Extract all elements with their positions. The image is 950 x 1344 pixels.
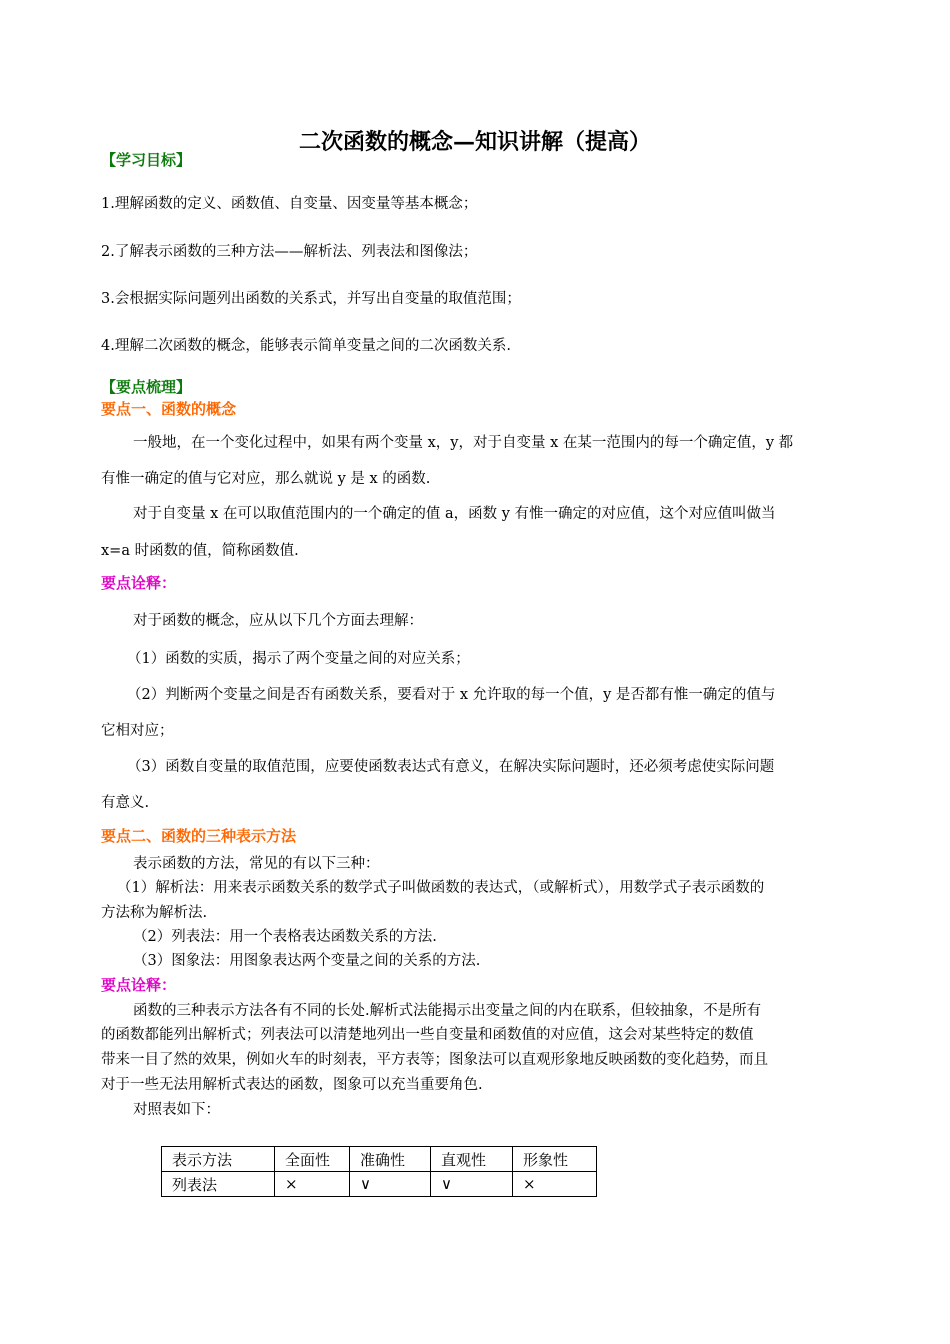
table-header-cell: 全面性 [275, 1147, 350, 1172]
page-title: 二次函数的概念—知识讲解（提高） [298, 129, 651, 155]
table-cell: × [275, 1172, 350, 1197]
point1-note-line-6: 有意义. [101, 795, 150, 811]
point2-line-3: 方法称为解析法. [101, 905, 208, 921]
table-intro: 对照表如下： [133, 1102, 220, 1118]
point1-line-2: 有惟一确定的值与它对应，那么就说 y 是 x 的函数. [101, 471, 431, 487]
point2-note-line-3: 带来一目了然的效果，例如火车的时刻表，平方表等；图象法可以直观形象地反映函数的变化趋势，而且 [101, 1052, 768, 1068]
point1-note-line-2: （1）函数的实质，揭示了两个变量之间的对应关系； [127, 651, 470, 667]
goal-item-2: 2.了解表示函数的三种方法——解析法、列表法和图像法； [101, 244, 478, 260]
table-header-cell: 直观性 [431, 1147, 513, 1172]
point1-line-1: 一般地，在一个变化过程中，如果有两个变量 x，y，对于自变量 x 在某一范围内的每一个确定值，y 都 [133, 435, 794, 451]
point2-note-heading: 要点诠释： [101, 976, 177, 994]
point2-line-2: （1）解析法：用来表示函数关系的数学式子叫做函数的表达式，（或解析式），用数学式子表示函数的 [117, 880, 765, 896]
point2-note-line-1: 函数的三种表示方法各有不同的长处.解析式法能揭示出变量之间的内在联系，但较抽象，不是所有 [133, 1003, 762, 1019]
point2-line-1: 表示函数的方法，常见的有以下三种： [133, 856, 380, 872]
table-header-row [162, 1147, 597, 1172]
point1-note-heading: 要点诠释： [101, 574, 177, 592]
table-header-cell: 表示方法 [162, 1147, 275, 1172]
point1-note-line-5: （3）函数自变量的取值范围，应要使函数表达式有意义，在解决实际问题时，还必须考虑使实际问题 [127, 759, 775, 775]
comparison-table [161, 1146, 597, 1197]
point2-line-4: （2）列表法：用一个表格表达函数关系的方法. [133, 929, 437, 945]
table-row [162, 1172, 597, 1197]
point1-note-line-4: 它相对应； [101, 723, 174, 739]
point1-note-line-1: 对于函数的概念，应从以下几个方面去理解： [133, 613, 423, 629]
goal-item-3: 3.会根据实际问题列出函数的关系式，并写出自变量的取值范围； [101, 291, 521, 307]
point1-heading: 要点一、函数的概念 [101, 400, 237, 418]
point1-line-4: x=a 时函数的值，简称函数值. [101, 543, 299, 559]
goals-heading: 【学习目标】 [101, 151, 192, 169]
table-cell: 列表法 [162, 1172, 275, 1197]
table-cell: × [513, 1172, 597, 1197]
table-cell: ∨ [350, 1172, 431, 1197]
point2-note-line-4: 对于一些无法用解析式表达的函数，图象可以充当重要角色. [101, 1077, 483, 1093]
point1-note-line-3: （2）判断两个变量之间是否有函数关系，要看对于 x 允许取的每一个值，y 是否都有惟一确定的值与 [127, 687, 776, 703]
point2-line-5: （3）图象法：用图象表达两个变量之间的关系的方法. [133, 953, 481, 969]
table-header-cell: 准确性 [350, 1147, 431, 1172]
point2-heading: 要点二、函数的三种表示方法 [101, 827, 297, 845]
point1-line-3: 对于自变量 x 在可以取值范围内的一个确定的值 a，函数 y 有惟一确定的对应值，这个对应值叫做当 [133, 506, 776, 522]
point2-note-line-2: 的函数都能列出解析式；列表法可以清楚地列出一些自变量和函数值的对应值，这会对某些特定的数值 [101, 1027, 754, 1043]
table-cell: ∨ [431, 1172, 513, 1197]
summary-heading: 【要点梳理】 [101, 378, 192, 396]
goal-item-4: 4.理解二次函数的概念，能够表示简单变量之间的二次函数关系. [101, 338, 511, 354]
table-header-cell: 形象性 [513, 1147, 597, 1172]
goal-item-1: 1.理解函数的定义、函数值、自变量、因变量等基本概念； [101, 196, 478, 212]
